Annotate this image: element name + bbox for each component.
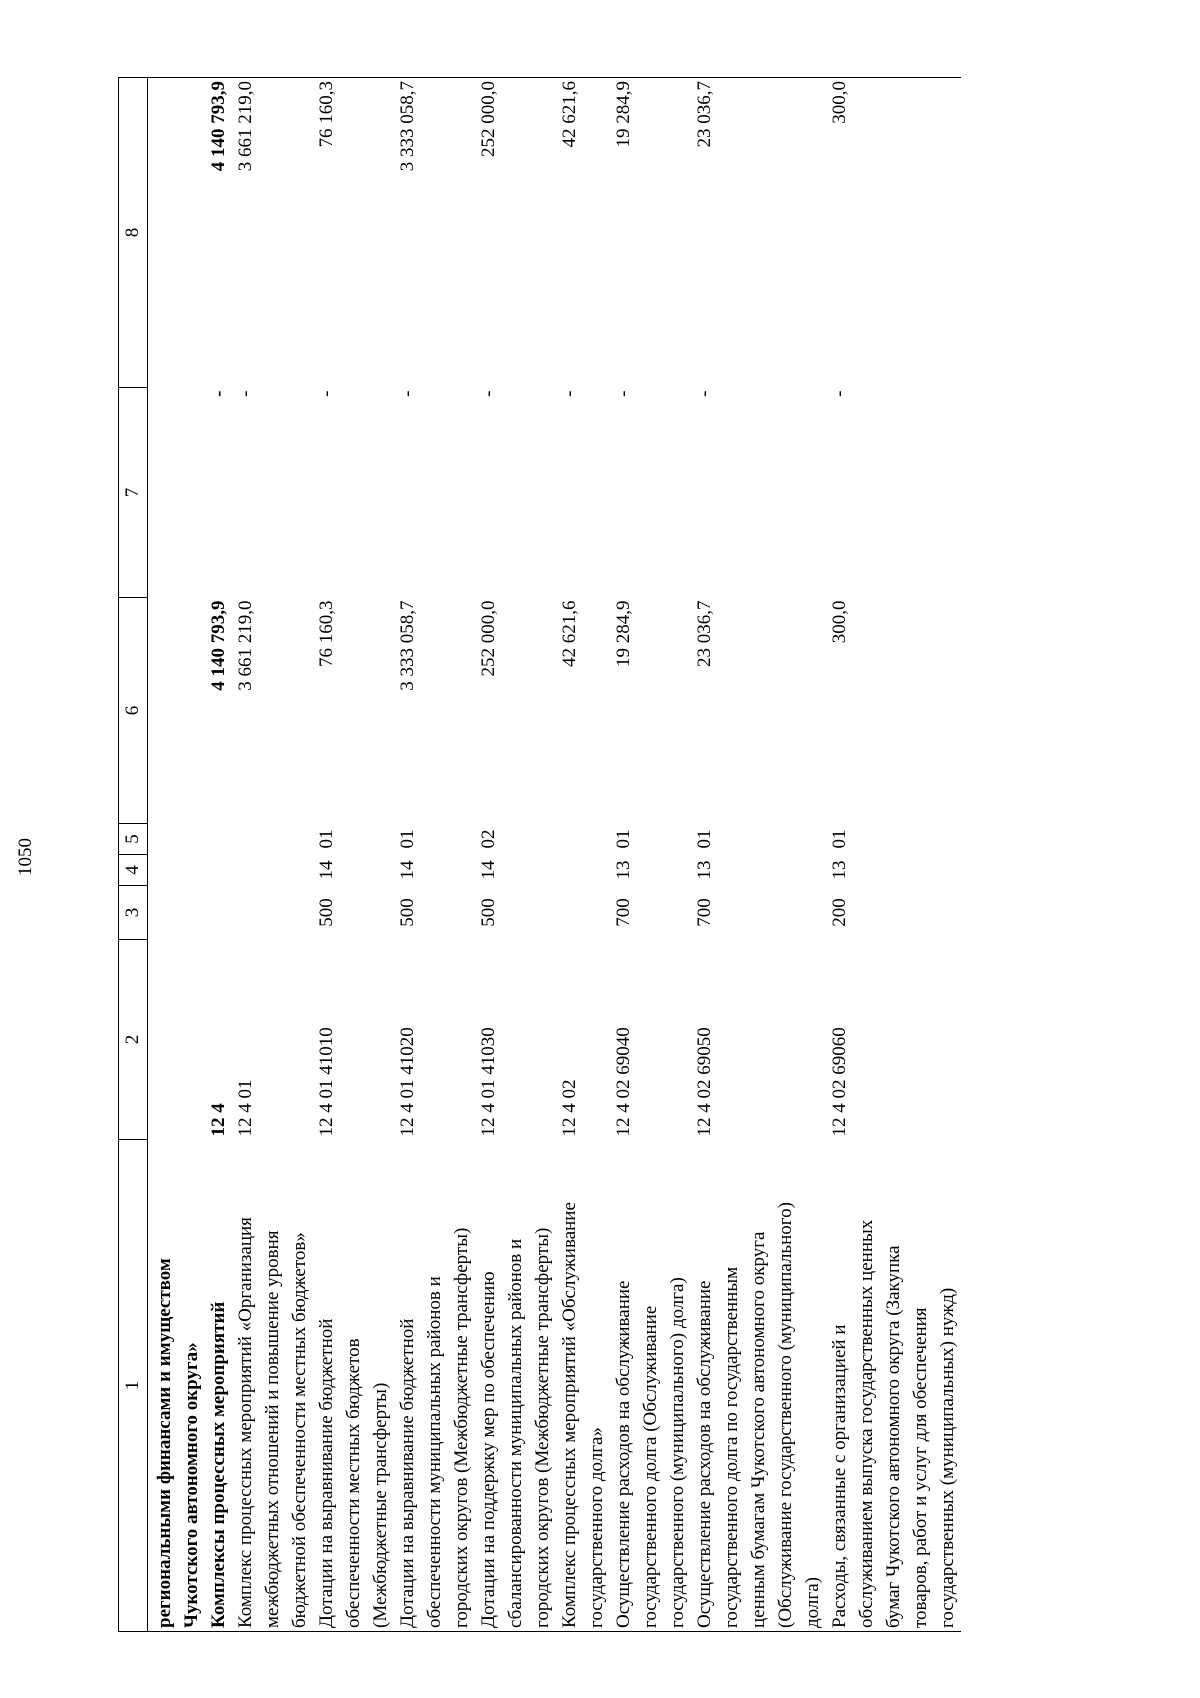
- row-name-line: Чукотского автономного округа»: [181, 1342, 202, 1628]
- row-name: [232, 1140, 313, 1632]
- amount-col-7: [148, 388, 206, 598]
- col-header-4: 4: [119, 855, 148, 886]
- row-name-line: Дотации на выравнивание бюджетной: [316, 1318, 337, 1628]
- amount-col-7: -: [694, 390, 715, 397]
- row-name-line: сбалансированности муниципальных районов и: [505, 1238, 526, 1628]
- amount-col-7: -: [559, 390, 580, 397]
- section: 13: [829, 860, 850, 880]
- section: [232, 855, 313, 886]
- row-name-line: Комплексы процессных мероприятий: [208, 1301, 229, 1628]
- target-code: 12 4 02 69060: [829, 1027, 850, 1137]
- row-name-line: бумаг Чукотского автономного округа (Закупка: [883, 1245, 904, 1628]
- subsection: 01: [397, 829, 418, 849]
- row-name-line: Осуществление расходов на обслуживание: [613, 1280, 634, 1628]
- amount-col-6: 3 333 058,7: [397, 600, 418, 691]
- subsection: [205, 824, 232, 855]
- table-row: [394, 78, 475, 1632]
- amount-col-6: 19 284,9: [613, 600, 634, 667]
- table-row: [313, 78, 394, 1632]
- table-row: [475, 78, 556, 1632]
- section: [556, 855, 610, 886]
- expense-type: 700: [613, 898, 634, 927]
- amount-col-8: [148, 78, 206, 388]
- col-header-5: 5: [119, 824, 148, 855]
- row-name: [313, 1140, 394, 1632]
- expense-type: [205, 886, 232, 940]
- row-name-line: государственного долга»: [586, 1427, 607, 1628]
- amount-col-6: 76 160,3: [316, 600, 337, 667]
- amount-col-8: 3 661 219,0: [232, 78, 313, 388]
- page-number: 1050: [15, 838, 36, 876]
- amount-col-6: 300,0: [829, 600, 850, 644]
- row-name-line: обслуживанием выпуска государственных ценных: [856, 1219, 877, 1628]
- expense-type: 200: [829, 898, 850, 927]
- table-row: [556, 78, 610, 1632]
- row-name-line: Комплекс процессных мероприятий «Обслуживание: [559, 1202, 580, 1628]
- target-code: 12 4: [208, 1103, 229, 1137]
- subsection: [148, 824, 206, 855]
- target-code: [148, 940, 206, 1140]
- row-name: [826, 1140, 961, 1632]
- amount-col-6: 23 036,7: [694, 600, 715, 667]
- row-name-line: государственного долга (Обслуживание: [640, 1305, 661, 1628]
- col-header-3: 3: [119, 886, 148, 940]
- row-name-line: региональными финансами и имуществом: [154, 1258, 175, 1628]
- section: [148, 855, 206, 886]
- table-row: [691, 78, 826, 1632]
- table-row: [826, 78, 961, 1632]
- row-name-line: городских округов (Межбюджетные трансферты): [532, 1227, 553, 1628]
- section: 14: [397, 860, 418, 880]
- amount-col-8: 300,0: [826, 78, 961, 388]
- amount-col-7: -: [316, 390, 337, 397]
- section: 14: [316, 860, 337, 880]
- amount-col-6: 3 661 219,0: [235, 600, 256, 691]
- amount-col-7: -: [208, 390, 229, 397]
- row-name-line: Комплекс процессных мероприятий «Организация: [235, 1217, 256, 1628]
- amount-col-8: 4 140 793,9: [205, 78, 232, 388]
- row-name-line: Расходы, связанные с организацией и: [829, 1324, 850, 1628]
- row-name-line: долга): [802, 1577, 823, 1628]
- subsection: [232, 824, 313, 855]
- row-name-line: ценным бумагам Чукотского автономного округа: [748, 1231, 769, 1628]
- expense-type: 500: [478, 898, 499, 927]
- row-name: [205, 1140, 232, 1632]
- row-name-line: городских округов (Межбюджетные трансферты): [451, 1227, 472, 1628]
- section: 13: [694, 860, 715, 880]
- row-name-line: Дотации на поддержку мер по обеспечению: [478, 1271, 499, 1628]
- target-code: 12 4 02 69050: [694, 1027, 715, 1137]
- table-row: [148, 78, 206, 1632]
- amount-col-7: -: [478, 390, 499, 397]
- target-code: 12 4 02 69040: [613, 1027, 634, 1137]
- row-name-line: государственного долга по государственным: [721, 1266, 742, 1628]
- row-name-line: государственного (муниципального) долга): [667, 1277, 688, 1628]
- row-name-line: Осуществление расходов на обслуживание: [694, 1280, 715, 1628]
- col-header-8: 8: [119, 78, 148, 388]
- section: [205, 855, 232, 886]
- expense-type: 700: [694, 898, 715, 927]
- row-name-line: обеспеченности муниципальных районов и: [424, 1276, 445, 1628]
- section: 14: [478, 860, 499, 880]
- budget-table: [118, 77, 961, 1632]
- expense-type: [148, 886, 206, 940]
- table-row: [205, 78, 232, 1632]
- amount-col-6: [148, 598, 206, 824]
- amount-col-8: 42 621,6: [556, 78, 610, 388]
- row-name: [556, 1140, 610, 1632]
- row-name: [148, 1140, 206, 1632]
- col-header-1: 1: [119, 1140, 148, 1632]
- row-name-line: бюджетной обеспеченности местных бюджетов»: [289, 1232, 310, 1628]
- subsection: 01: [829, 829, 850, 849]
- row-name-line: (Межбюджетные трансферты): [370, 1382, 391, 1628]
- target-code: 12 4 01: [235, 1079, 256, 1137]
- row-name-line: межбюджетных отношений и повышение уровня: [262, 1230, 283, 1628]
- subsection: 01: [613, 829, 634, 849]
- amount-col-6: 42 621,6: [559, 600, 580, 667]
- table-body: [148, 78, 962, 1632]
- row-name-line: государственных (муниципальных) нужд): [937, 1287, 958, 1628]
- expense-type: [232, 886, 313, 940]
- row-name-line: Дотации на выравнивание бюджетной: [397, 1318, 418, 1628]
- amount-col-7: -: [397, 390, 418, 397]
- amount-col-7: -: [235, 390, 256, 397]
- row-name: [394, 1140, 475, 1632]
- header-row: [119, 78, 148, 1632]
- row-name: [475, 1140, 556, 1632]
- rotated-page: [118, 64, 1158, 1632]
- row-name-line: (Обслуживание государственного (муниципального): [775, 1202, 796, 1628]
- subsection: [556, 824, 610, 855]
- row-name: [691, 1140, 826, 1632]
- target-code: 12 4 02: [559, 1079, 580, 1137]
- amount-col-6: 252 000,0: [478, 600, 499, 677]
- amount-col-6: 4 140 793,9: [208, 600, 229, 691]
- amount-col-7: -: [829, 390, 850, 397]
- subsection: 01: [316, 829, 337, 849]
- target-code: 12 4 01 41020: [397, 1027, 418, 1137]
- amount-col-8: 252 000,0: [475, 78, 556, 388]
- amount-col-8: 3 333 058,7: [394, 78, 475, 388]
- table-row: [232, 78, 313, 1632]
- section: 13: [613, 860, 634, 880]
- row-name: [610, 1140, 691, 1632]
- amount-col-7: -: [613, 390, 634, 397]
- target-code: 12 4 01 41010: [316, 1027, 337, 1137]
- table-row: [610, 78, 691, 1632]
- expense-type: 500: [316, 898, 337, 927]
- row-name-line: товаров, работ и услуг для обеспечения: [910, 1307, 931, 1628]
- col-header-7: 7: [119, 388, 148, 598]
- subsection: 02: [478, 829, 499, 849]
- col-header-6: 6: [119, 598, 148, 824]
- col-header-2: 2: [119, 940, 148, 1140]
- target-code: 12 4 01 41030: [478, 1027, 499, 1137]
- amount-col-8: 19 284,9: [610, 78, 691, 388]
- amount-col-8: 23 036,7: [691, 78, 826, 388]
- subsection: 01: [694, 829, 715, 849]
- amount-col-8: 76 160,3: [313, 78, 394, 388]
- expense-type: [556, 886, 610, 940]
- expense-type: 500: [397, 898, 418, 927]
- row-name-line: обеспеченности местных бюджетов: [343, 1338, 364, 1628]
